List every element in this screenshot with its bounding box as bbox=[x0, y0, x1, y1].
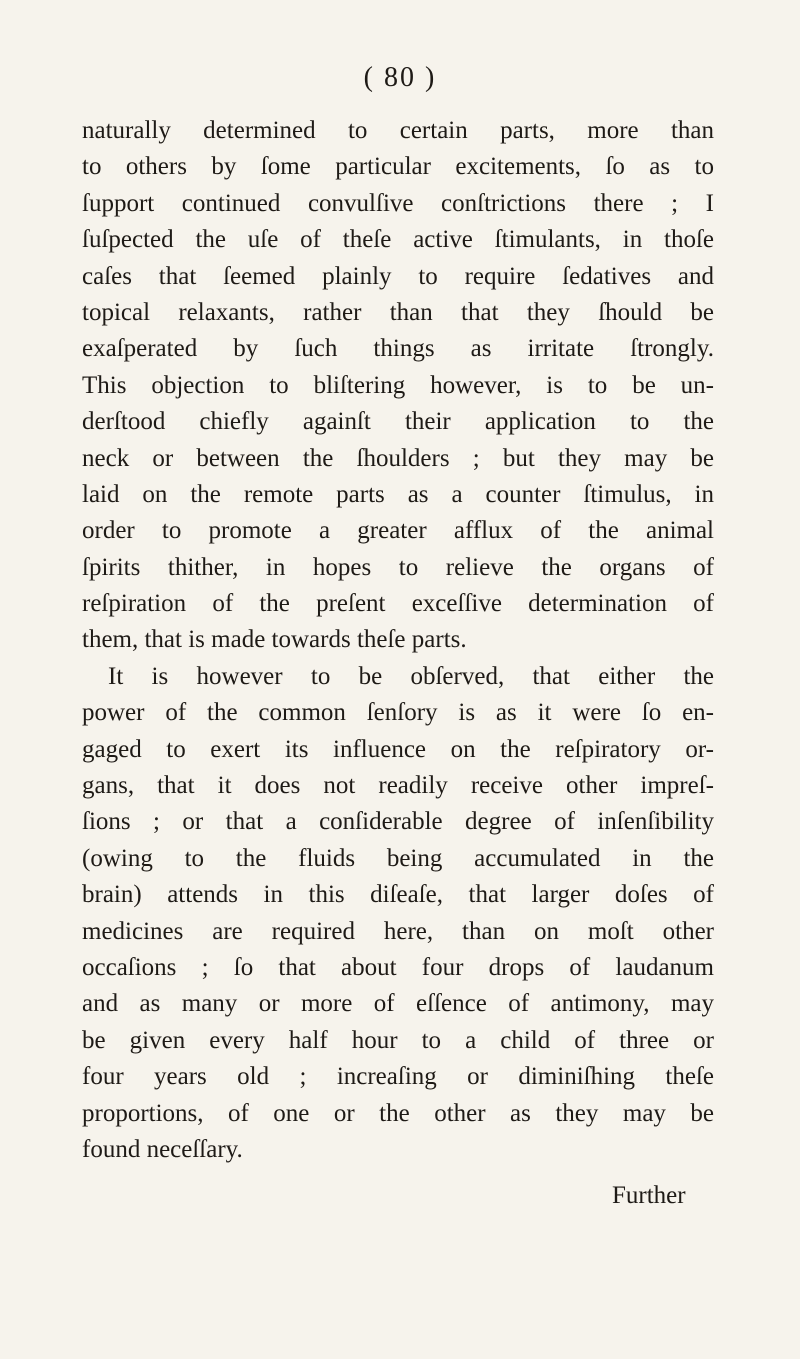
text-line: topical relaxants, rather than that they ſhould be bbox=[82, 298, 714, 326]
text-line: reſpiration of the preſent exceſſive determination of bbox=[82, 590, 714, 618]
page-number: ( 80 ) bbox=[363, 62, 437, 93]
text-line: be given every half hour to a child of three or bbox=[82, 1026, 714, 1054]
text-line: gaged to exert its influence on the reſpiratory or- bbox=[82, 735, 714, 763]
text-line: (owing to the fluids being accumulated in the bbox=[82, 844, 714, 872]
text-line: to others by ſome particular excitements, ſo as to bbox=[82, 153, 714, 181]
text-line: occaſions ; ſo that about four drops of laudanum bbox=[82, 953, 714, 981]
text-line: caſes that ſeemed plainly to require ſedatives and bbox=[82, 262, 714, 290]
text-line: proportions, of one or the other as they may be bbox=[82, 1099, 714, 1127]
text-line: ſupport continued convulſive conſtrictions there ; I bbox=[82, 189, 714, 217]
text-line: This objection to bliſtering however, is to be un- bbox=[82, 371, 714, 399]
text-line: and as many or more of eſſence of antimony, may bbox=[82, 990, 714, 1018]
catchword: Further bbox=[612, 1182, 686, 1209]
text-line: exaſperated by ſuch things as irritate ſtrongly. bbox=[82, 335, 714, 363]
text-line: order to promote a greater afflux of the animal bbox=[82, 517, 714, 545]
text-line: found neceſſary. bbox=[82, 1135, 243, 1163]
body-text bbox=[82, 113, 714, 1168]
text-line: laid on the remote parts as a counter ſtimulus, in bbox=[82, 480, 714, 508]
text-line: It is however to be obſerved, that either the bbox=[108, 662, 714, 690]
text-line: power of the common ſenſory is as it were ſo en- bbox=[82, 699, 714, 727]
text-line: four years old ; increaſing or diminiſhing theſe bbox=[82, 1063, 714, 1091]
text-line: them, that is made towards theſe parts. bbox=[82, 626, 467, 654]
text-line: naturally determined to certain parts, more than bbox=[82, 117, 714, 144]
text-line: ſions ; or that a conſiderable degree of inſenſibility bbox=[82, 808, 714, 836]
text-line: brain) attends in this diſeaſe, that larger doſes of bbox=[82, 881, 714, 909]
text-line: medicines are required here, than on moſt other bbox=[82, 917, 714, 945]
text-line: ſuſpected the uſe of theſe active ſtimulants, in thoſe bbox=[82, 226, 714, 254]
text-line: derſtood chiefly againſt their application to the bbox=[82, 408, 714, 436]
text-line: ſpirits thither, in hopes to relieve the organs of bbox=[82, 553, 714, 581]
text-line: gans, that it does not readily receive other impreſ- bbox=[82, 772, 714, 800]
text-line: neck or between the ſhoulders ; but they may be bbox=[82, 444, 714, 472]
